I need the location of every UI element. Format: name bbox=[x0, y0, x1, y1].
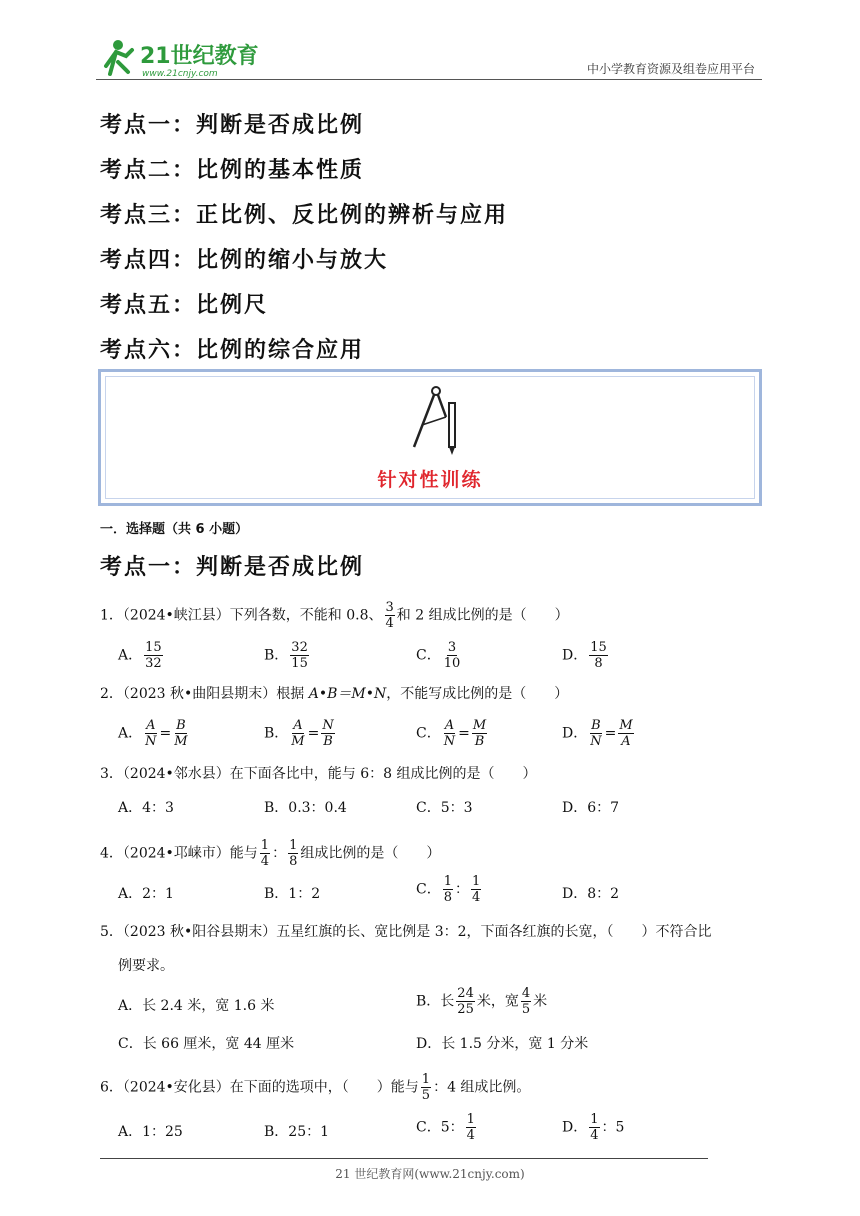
topic-2: 考点二：比例的基本性质 bbox=[100, 158, 365, 183]
topic-one-heading: 考点一：判断是否成比例 bbox=[100, 555, 365, 580]
topic-6: 考点六：比例的综合应用 bbox=[100, 338, 365, 363]
banner-title: 针对性训练 bbox=[377, 469, 483, 491]
compass-icon bbox=[406, 385, 466, 457]
q5-option-b[interactable]: B．长 $\frac{24}{25}$ 米，宽 $\frac{4}{5}$ 米 bbox=[416, 986, 548, 1017]
q5-option-c[interactable]: C．长 66 厘米，宽 44 厘米 bbox=[118, 1036, 295, 1052]
q1-option-a[interactable]: A． $\frac{15}{32}$ bbox=[118, 640, 162, 671]
site-logo bbox=[96, 36, 261, 80]
q6-option-c[interactable]: C．5： $\frac{1}{4}$ bbox=[416, 1112, 475, 1143]
fraction: $\frac{3}{4}$ bbox=[385, 600, 394, 631]
q6-option-d[interactable]: D． $\frac{1}{4}$ ：5 bbox=[562, 1112, 625, 1143]
q2-option-d[interactable]: D． $\frac{B}{N}$ = $\frac{M}{A}$ bbox=[562, 718, 633, 749]
q5-option-d[interactable]: D．长 1.5 分米，宽 1 分米 bbox=[416, 1036, 589, 1052]
q3-option-b[interactable]: B．0.3：0.4 bbox=[264, 800, 347, 816]
question-6: 6．（2024•安化县）在下面的选项中，（ ）能与 $\frac{1}{5}$ ：4 组成比例。 bbox=[100, 1072, 531, 1103]
question-4: 4．（2024•邛崃市）能与 $\frac{1}{4}$ ： $\frac{1}{8}$ 组成比例的是（ ） bbox=[100, 838, 441, 869]
footer-divider bbox=[100, 1158, 708, 1159]
q6-option-b[interactable]: B．25：1 bbox=[264, 1124, 330, 1140]
runner-icon bbox=[106, 40, 132, 74]
topic-4: 考点四：比例的缩小与放大 bbox=[100, 248, 389, 273]
q1-option-c[interactable]: C． $\frac{3}{10}$ bbox=[416, 640, 461, 671]
q3-option-a[interactable]: A．4：3 bbox=[118, 800, 174, 816]
topic-5: 考点五：比例尺 bbox=[100, 293, 269, 318]
topic-3: 考点三：正比例、反比例的辨析与应用 bbox=[100, 203, 509, 228]
q3-option-c[interactable]: C．5：3 bbox=[416, 800, 473, 816]
q3-option-d[interactable]: D．6：7 bbox=[562, 800, 620, 816]
q2-option-a[interactable]: A． $\frac{A}{N}$ = $\frac{B}{M}$ bbox=[118, 718, 188, 749]
q4-option-a[interactable]: A．2：1 bbox=[118, 886, 174, 902]
footer-link[interactable]: 21 世纪教育网(www.21cnjy.com) bbox=[335, 1167, 525, 1181]
question-1: 1．（2024•峡江县）下列各数，不能和 0.8、 $\frac{3}{4}$ 和 2 组成比例的是（ ） bbox=[100, 600, 569, 631]
question-5-line-1: 5．（2023 秋•阳谷县期末）五星红旗的长、宽比例是 3：2，下面各红旗的长宽，（ ）不符合比 bbox=[100, 924, 712, 940]
logo-text: 21世纪教育 bbox=[140, 44, 259, 69]
topic-1: 考点一：判断是否成比例 bbox=[100, 113, 365, 138]
q4-option-b[interactable]: B．1：2 bbox=[264, 886, 321, 902]
question-2: 2．（2023 秋•曲阳县期末）根据 A•B＝M•N，不能写成比例的是（ ） bbox=[100, 686, 569, 702]
q2-option-b[interactable]: B． $\frac{A}{M}$ = $\frac{N}{B}$ bbox=[264, 718, 334, 749]
question-5-line-2: 例要求。 bbox=[118, 958, 174, 974]
logo-sub: www.21cnjy.com bbox=[142, 69, 218, 79]
q4-option-c[interactable]: C． $\frac{1}{8}$ ： $\frac{1}{4}$ bbox=[416, 874, 481, 905]
q2-option-c[interactable]: C． $\frac{A}{N}$ = $\frac{M}{B}$ bbox=[416, 718, 487, 749]
section-label: 一．选择题（共 6 小题） bbox=[100, 522, 249, 537]
training-banner bbox=[98, 369, 762, 506]
q1-option-d[interactable]: D． $\frac{15}{8}$ bbox=[562, 640, 607, 671]
q6-option-a[interactable]: A．1：25 bbox=[118, 1124, 183, 1140]
q1-option-b[interactable]: B． $\frac{32}{15}$ bbox=[264, 640, 308, 671]
q5-option-a[interactable]: A．长 2.4 米，宽 1.6 米 bbox=[118, 998, 275, 1014]
q4-option-d[interactable]: D．8：2 bbox=[562, 886, 620, 902]
question-3: 3．（2024•邻水县）在下面各比中，能与 6：8 组成比例的是（ ） bbox=[100, 766, 537, 782]
header-platform-text: 中小学教育资源及组卷应用平台 bbox=[586, 62, 755, 76]
header-divider bbox=[96, 79, 762, 80]
